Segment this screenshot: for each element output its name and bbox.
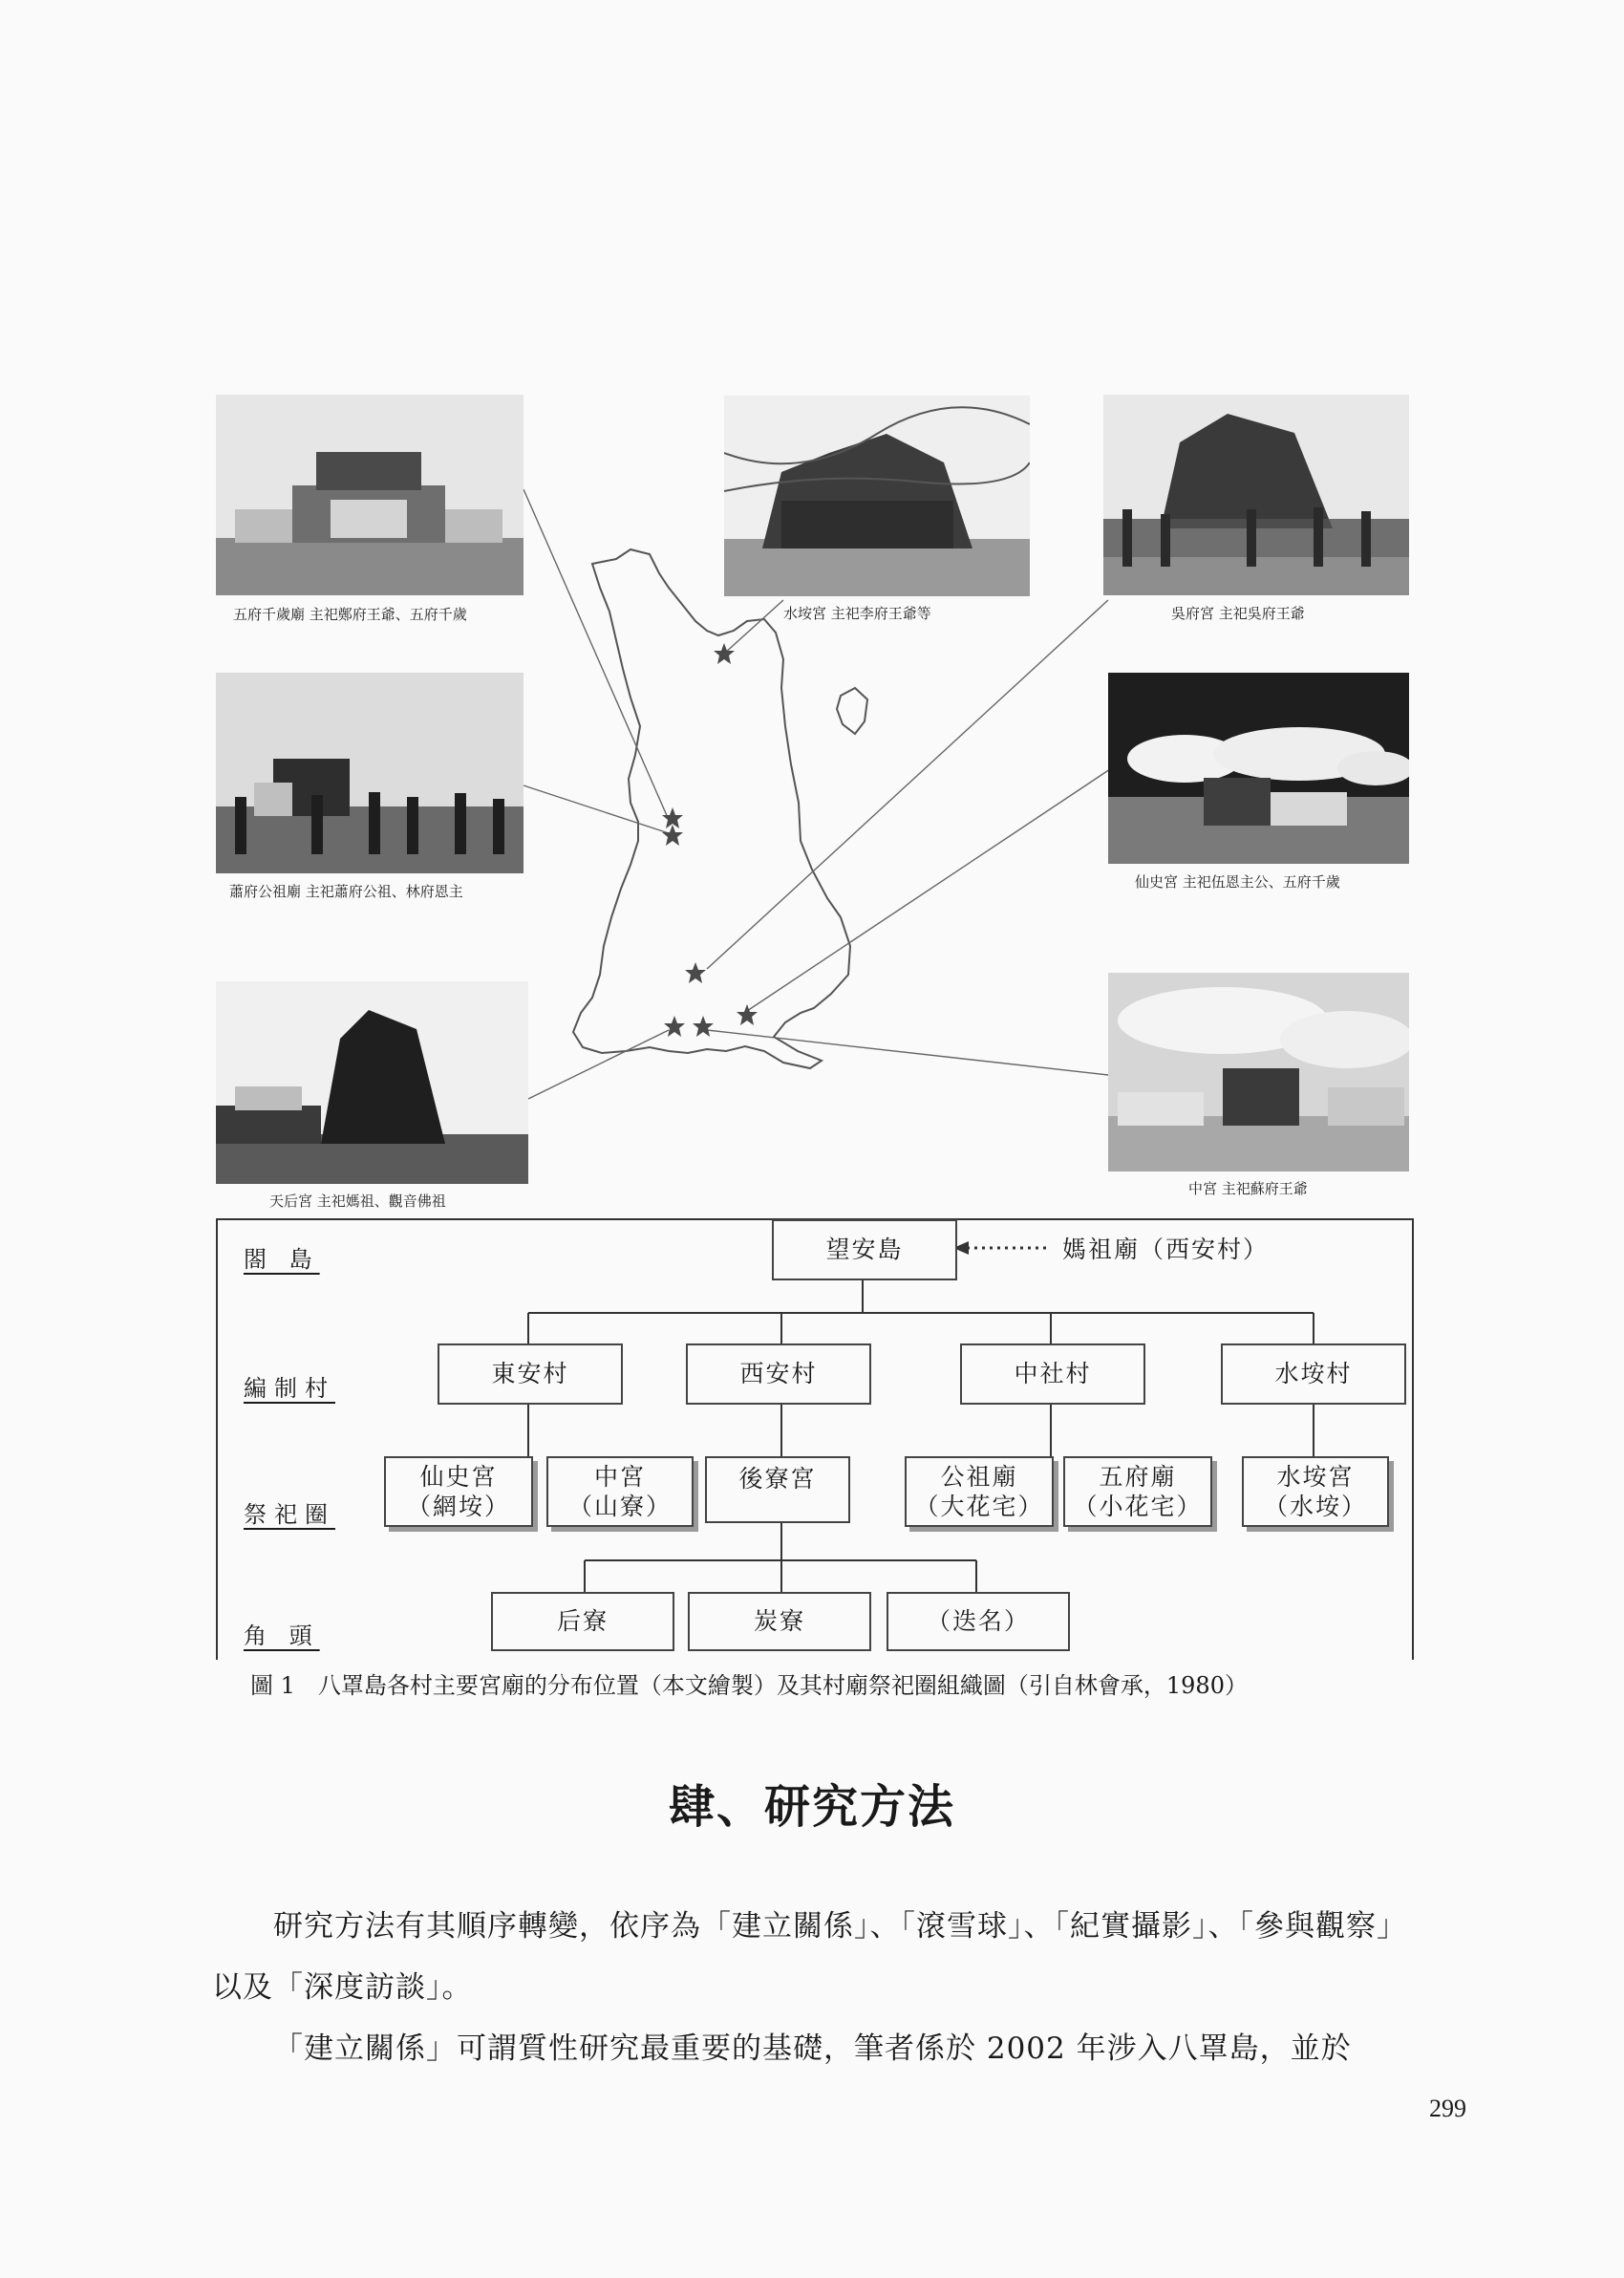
photo-caption: 天后宮 主祀媽祖、觀音佛祖	[269, 1193, 446, 1210]
paragraph: 「建立關係」可謂質性研究最重要的基礎，筆者係於 2002 年涉入八罩島，並於	[273, 2031, 1352, 2066]
temple-node	[705, 1456, 850, 1523]
figure-caption: 圖 1 八罩島各村主要宮廟的分布位置（本文繪製）及其村廟祭祀圈組織圖（引自林會承，1980）	[250, 1672, 1248, 1699]
level-label-village: 編制村	[244, 1375, 335, 1402]
temple-name: 仙史宮	[419, 1462, 498, 1491]
village-label: 東安村	[491, 1360, 569, 1388]
corner-label: 炭寮	[753, 1607, 805, 1636]
photo-caption: 五府千歲廟 主祀鄭府王爺、五府千歲	[233, 606, 467, 623]
temple-node	[1242, 1456, 1389, 1527]
village-label: 水垵村	[1274, 1360, 1353, 1388]
section-title: 肆、研究方法	[668, 1780, 955, 1834]
temple-name: 後寮宮	[738, 1465, 817, 1493]
root-label: 望安島	[825, 1236, 904, 1264]
page-number: 299	[1429, 2095, 1466, 2122]
temple-name: 水垵宮	[1276, 1462, 1355, 1491]
level-label-corner: 角 頭	[244, 1623, 320, 1649]
temple-node	[1063, 1456, 1212, 1527]
temple-area: （山寮）	[567, 1493, 672, 1520]
corner-node	[491, 1592, 674, 1651]
temple-name: 五府廟	[1099, 1462, 1177, 1491]
village-node	[960, 1343, 1145, 1405]
photo-caption: 中宮 主祀蘇府王爺	[1188, 1180, 1308, 1197]
corner-node	[688, 1592, 871, 1651]
village-label: 西安村	[739, 1360, 818, 1388]
photo-caption: 蕭府公祖廟 主祀蕭府公祖、林府恩主	[229, 883, 463, 900]
level-label-worship-circle: 祭祀圈	[244, 1501, 335, 1528]
root-note: 媽祖廟（西安村）	[1062, 1236, 1270, 1263]
temple-area: （網垵）	[406, 1493, 510, 1520]
level-label-island: 閤 島	[244, 1246, 320, 1273]
village-label: 中社村	[1014, 1360, 1092, 1388]
photo-caption: 仙史宮 主祀伍恩主公、五府千歲	[1135, 873, 1340, 891]
temple-name: 公祖廟	[940, 1462, 1018, 1491]
temple-area: （大花宅）	[914, 1493, 1044, 1520]
temple-node	[384, 1456, 533, 1527]
village-node	[686, 1343, 871, 1405]
temple-area: （水垵）	[1263, 1493, 1367, 1520]
temple-name: 中宮	[593, 1462, 646, 1491]
village-node	[438, 1343, 623, 1405]
corner-label: 后寮	[556, 1607, 609, 1636]
temple-node	[546, 1456, 694, 1527]
corner-node	[887, 1592, 1070, 1651]
corner-label: （迭名）	[926, 1607, 1030, 1636]
village-node	[1221, 1343, 1406, 1405]
temple-area: （小花宅）	[1073, 1493, 1203, 1520]
paragraph: 研究方法有其順序轉變，依序為「建立關係」、「滾雪球」、「紀實攝影」、「參與觀察」以及「深度訪談」。	[212, 1909, 1407, 2005]
temple-node	[905, 1456, 1054, 1527]
root-node	[772, 1219, 957, 1280]
photo-caption: 水垵宮 主祀李府王爺等	[783, 605, 931, 622]
photo-caption: 吳府宮 主祀吳府王爺	[1171, 605, 1305, 622]
